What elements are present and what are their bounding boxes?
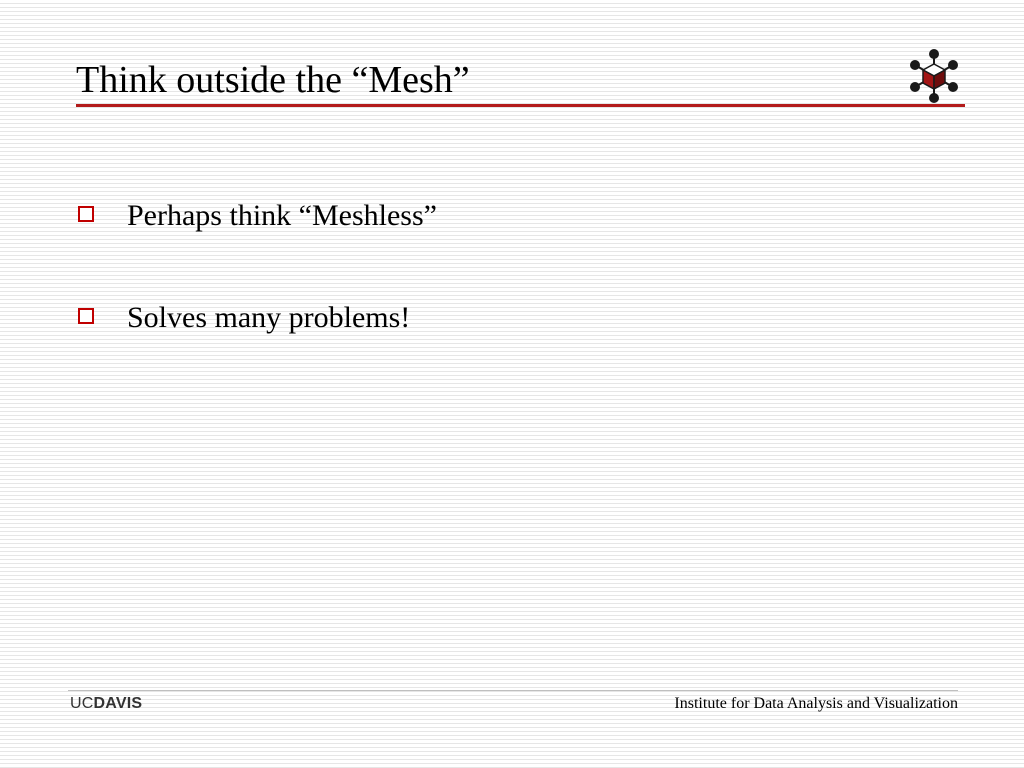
ucdavis-logo [70, 694, 142, 714]
title-underline [76, 104, 965, 107]
ucdavis-logo-uc: UC [70, 695, 94, 712]
bullet-text: Perhaps think “Meshless” [127, 199, 437, 232]
bullet-text: Solves many problems! [127, 301, 411, 334]
ucdavis-logo-davis: DAVIS [93, 695, 143, 712]
idav-logo-icon [906, 48, 962, 104]
institute-name: Institute for Data Analysis and Visualization [674, 695, 958, 712]
slide-title: Think outside the “Mesh” [76, 59, 470, 101]
footer-divider [68, 690, 958, 691]
square-bullet-icon [78, 206, 94, 222]
idav-cube-logo-icon [906, 48, 962, 104]
square-bullet-icon [78, 308, 94, 324]
